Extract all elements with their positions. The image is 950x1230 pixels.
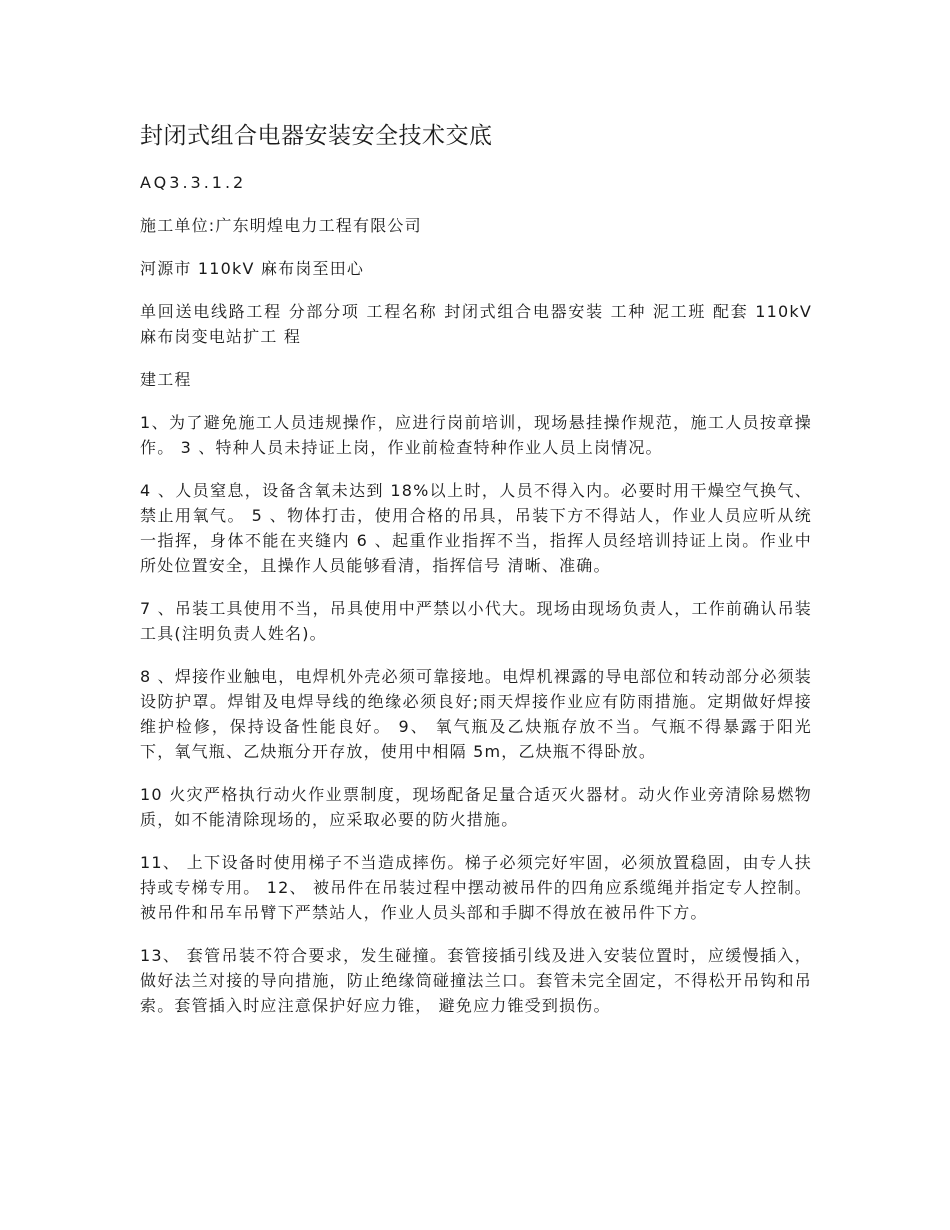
project-line-2: 单回送电线路工程 分部分项 工程名称 封闭式组合电器安装 工种 泥工班 配套 110kV 麻布岗变电站扩工 程 [140, 302, 812, 346]
construction-unit: 施工单位:广东明煌电力工程有限公司 [140, 216, 422, 235]
project-line-1: 河源市 110kV 麻布岗至田心 [140, 259, 365, 278]
safety-item-11: 11、 上下设备时使用梯子不当造成摔伤。梯子必须完好牢固，必须放置稳固，由专人扶持或专梯专用。 12、 被吊件在吊装过程中摆动被吊件的四角应系缆绳并指定专人控制。被吊件和吊车吊臂下严禁站人，作业人员头部和手脚不得放在被吊件下方。 [140, 853, 812, 922]
document-title: 封闭式组合电器安装安全技术交底 [140, 123, 493, 149]
safety-item-7: 7 、吊装工具使用不当，吊具使用中严禁以小代大。现场由现场负责人，工作前确认吊装工具(注明负责人姓名)。 [140, 599, 812, 643]
safety-item-1: 1、为了避免施工人员违规操作，应进行岗前培训，现场悬挂操作规范，施工人员按章操作。 3 、特种人员未持证上岗，作业前检查特种作业人员上岗情况。 [140, 413, 812, 457]
project-line-3: 建工程 [140, 370, 192, 389]
safety-item-13: 13、 套管吊装不符合要求，发生碰撞。套管接插引线及进入安装位置时，应缓慢插入，做好法兰对接的导向措施，防止绝缘筒碰撞法兰口。套管未完全固定，不得松开吊钩和吊索。套管插入时应注意保护好应力锥， 避免应力锥受到损伤。 [140, 946, 812, 1015]
safety-item-10: 10 火灾严格执行动火作业票制度，现场配备足量合适灭火器材。动火作业旁清除易燃物质，如不能清除现场的，应采取必要的防火措施。 [140, 785, 812, 829]
safety-item-4: 4 、人员窒息，设备含氧未达到 18%以上时，人员不得入内。必要时用干燥空气换气、禁止用氧气。 5 、物体打击，使用合格的吊具，吊装下方不得站人，作业人员应听从统一指挥，身体不能在夹缝内 6 、起重作业指挥不当，指挥人员经培训持证上岗。作业中所处位置安全，且操作人员能够看清，指挥信号 清晰、准确。 [140, 481, 812, 575]
safety-item-8: 8 、焊接作业触电，电焊机外壳必须可靠接地。电焊机裸露的导电部位和转动部分必须装设防护罩。焊钳及电焊导线的绝缘必须良好;雨天焊接作业应有防雨措施。定期做好焊接维护检修，保持设备性能良好。 9、 氧气瓶及乙炔瓶存放不当。气瓶不得暴露于阳光下，氧气瓶、乙炔瓶分开存放，使用中相隔 5m，乙炔瓶不得卧放。 [140, 667, 812, 761]
document-code: AQ3.3.1.2 [140, 173, 247, 192]
document-page [140, 120, 812, 1036]
